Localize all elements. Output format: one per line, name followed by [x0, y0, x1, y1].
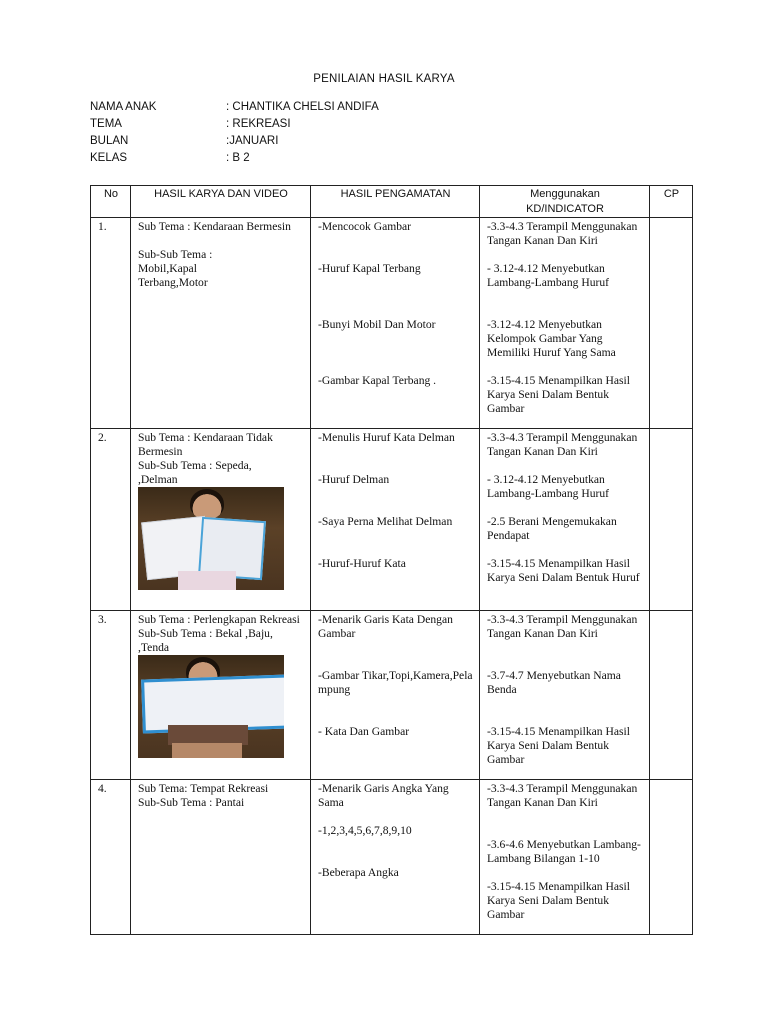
pengamatan-item: -1,2,3,4,5,6,7,8,9,10	[318, 824, 412, 837]
kd-item: -3.15-4.15 Menampilkan Hasil Karya Seni Dalam Bentuk Gambar	[487, 374, 630, 415]
cell-kd	[480, 429, 650, 611]
karya-subsubtema: Sub-Sub Tema : Pantai	[138, 796, 245, 809]
pengamatan-item: -Menarik Garis Kata Dengan Gambar	[318, 613, 453, 640]
pengamatan-item: -Gambar Tikar,Topi,Kamera,Pelampung	[318, 669, 473, 696]
cell-pengamatan	[311, 611, 480, 780]
pengamatan-item: -Menulis Huruf Kata Delman	[318, 431, 455, 444]
cell-pengamatan	[311, 780, 480, 935]
cell-no: 1.	[91, 218, 131, 429]
kd-item: -3.3-4.3 Terampil Menggunakan Tangan Kanan Dan Kiri	[487, 220, 638, 247]
cell-cp	[650, 429, 693, 611]
info-value: : CHANTIKA CHELSI ANDIFA	[226, 101, 379, 113]
kd-item: -3.15-4.15 Menampilkan Hasil Karya Seni Dalam Bentuk Gambar	[487, 880, 630, 921]
pengamatan-item: - Kata Dan Gambar	[318, 725, 410, 738]
cell-karya	[131, 429, 311, 611]
table-row	[91, 429, 693, 611]
kd-item: -3.15-4.15 Menampilkan Hasil Karya Seni Dalam Bentuk Gambar	[487, 725, 630, 766]
pengamatan-item: -Mencocok Gambar	[318, 220, 412, 233]
info-label: KELAS	[90, 152, 128, 164]
assessment-table	[90, 185, 693, 935]
header-no: No	[91, 186, 131, 218]
info-label: BULAN	[90, 135, 129, 147]
kd-item: -3.3-4.3 Terampil Menggunakan Tangan Kanan Dan Kiri	[487, 782, 638, 809]
child-artwork-photo	[138, 487, 284, 590]
cell-cp	[650, 780, 693, 935]
karya-subtema: Sub Tema : Kendaraan Bermesin	[138, 220, 291, 233]
cell-kd	[480, 780, 650, 935]
cell-kd	[480, 218, 650, 429]
cell-karya	[131, 611, 311, 780]
kd-item: - 3.12-4.12 Menyebutkan Lambang-Lambang Huruf	[487, 262, 610, 289]
cell-pengamatan	[311, 429, 480, 611]
header-pengamatan: HASIL PENGAMATAN	[311, 186, 480, 218]
table-row	[91, 218, 693, 429]
pengamatan-item: -Huruf-Huruf Kata	[318, 557, 406, 570]
karya-subtema: Sub Tema: Tempat Rekreasi	[138, 782, 269, 795]
pengamatan-item: -Saya Perna Melihat Delman	[318, 515, 453, 528]
pengamatan-item: -Bunyi Mobil Dan Motor	[318, 318, 436, 331]
kd-item: -2.5 Berani Mengemukakan Pendapat	[487, 515, 617, 542]
cell-karya	[131, 780, 311, 935]
cell-no: 4.	[91, 780, 131, 935]
header-karya: HASIL KARYA DAN VIDEO	[131, 186, 311, 218]
header-kd-line1: Menggunakan	[530, 188, 600, 200]
karya-subsubtema: Sub-Sub Tema : Mobil,Kapal Terbang,Motor	[138, 248, 213, 289]
header-cp: CP	[650, 186, 693, 218]
kd-item: -3.12-4.12 Menyebutkan Kelompok Gambar Yang Memiliki Huruf Yang Sama	[487, 318, 616, 359]
kd-item: -3.7-4.7 Menyebutkan Nama Benda	[487, 669, 621, 696]
kd-item: -3.3-4.3 Terampil Menggunakan Tangan Kanan Dan Kiri	[487, 431, 638, 458]
info-value: : B 2	[226, 152, 250, 164]
kd-item: - 3.12-4.12 Menyebutkan Lambang-Lambang Huruf	[487, 473, 610, 500]
info-label: TEMA	[90, 118, 122, 130]
table-row	[91, 611, 693, 780]
kd-item: -3.15-4.15 Menampilkan Hasil Karya Seni Dalam Bentuk Huruf	[487, 557, 640, 584]
header-kd	[480, 186, 650, 218]
cell-pengamatan	[311, 218, 480, 429]
cell-kd	[480, 611, 650, 780]
info-value: :JANUARI	[226, 135, 279, 147]
table-row	[91, 780, 693, 935]
info-value: : REKREASI	[226, 118, 291, 130]
pengamatan-item: -Menarik Garis Angka Yang Sama	[318, 782, 449, 809]
table-header-row	[91, 186, 693, 218]
cell-cp	[650, 611, 693, 780]
cell-no: 2.	[91, 429, 131, 611]
pengamatan-item: -Gambar Kapal Terbang .	[318, 374, 437, 387]
karya-subsubtema: Sub-Sub Tema : Bekal ,Baju, ,Tenda	[138, 627, 273, 654]
document-title: PENILAIAN HASIL KARYA	[313, 73, 455, 85]
info-label: NAMA ANAK	[90, 101, 157, 113]
child-artwork-photo	[138, 655, 284, 758]
cell-cp	[650, 218, 693, 429]
pengamatan-item: -Huruf Kapal Terbang	[318, 262, 421, 275]
kd-item: -3.6-4.6 Menyebutkan Lambang-Lambang Bilangan 1-10	[487, 838, 641, 865]
header-kd-line2: KD/INDICATOR	[526, 203, 604, 215]
karya-subsubtema: Sub-Sub Tema : Sepeda, ,Delman	[138, 459, 252, 486]
cell-karya	[131, 218, 311, 429]
cell-no: 3.	[91, 611, 131, 780]
pengamatan-item: -Huruf Delman	[318, 473, 390, 486]
kd-item: -3.3-4.3 Terampil Menggunakan Tangan Kanan Dan Kiri	[487, 613, 638, 640]
karya-subtema: Sub Tema : Kendaraan Tidak Bermesin	[138, 431, 273, 458]
pengamatan-item: -Beberapa Angka	[318, 866, 399, 879]
karya-subtema: Sub Tema : Perlengkapan Rekreasi	[138, 613, 300, 626]
